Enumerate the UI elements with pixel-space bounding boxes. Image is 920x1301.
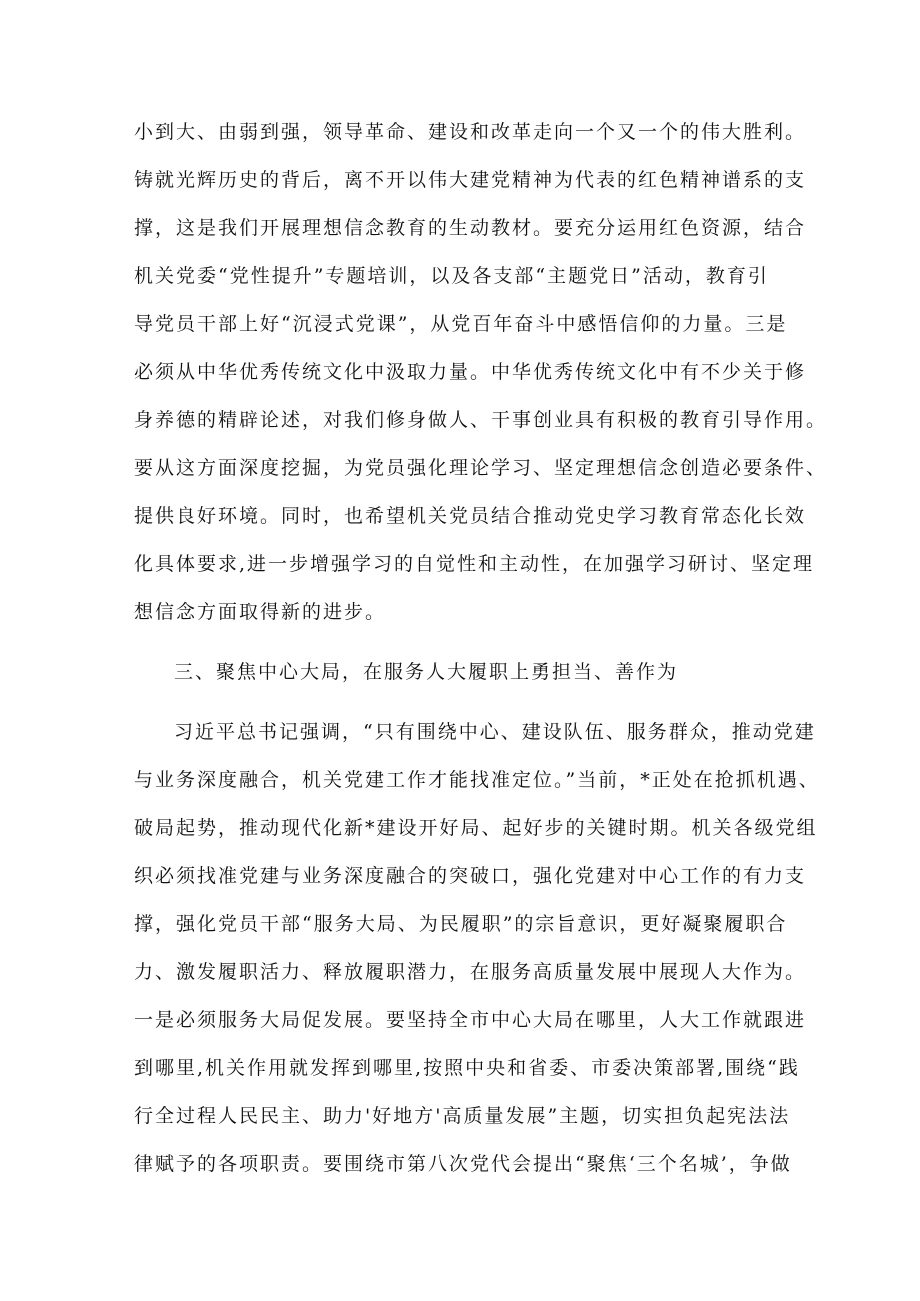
paragraph-line: 撑，这是我们开展理想信念教育的生动教材。要充分运用红色资源，结合: [134, 217, 807, 239]
paragraph-line: 提供良好环境。同时，也希望机关党员结合推动党史学习教育常态化长效: [134, 505, 807, 527]
paragraph-line: 律赋予的各项职责。要围绕市第八次党代会提出“聚焦‘三个名城’，争做: [134, 1153, 792, 1175]
paragraph-line: 导党员干部上好“沉浸式党课”，从党百年奋斗中感悟信仰的力量。三是: [134, 313, 788, 335]
paragraph-line: 到哪里,机关作用就发挥到哪里,按照中央和省委、市委决策部署,围绕“践: [134, 1057, 800, 1079]
paragraph-line: 织必须找准党建与业务深度融合的突破口，强化党建对中心工作的有力支: [134, 865, 807, 887]
paragraph-line: 一是必须服务大局促发展。要坚持全市中心大局在哪里，人大工作就跟进: [134, 1009, 807, 1031]
paragraph-gap: [134, 696, 814, 708]
paragraph-line: 习近平总书记强调，“只有围绕中心、建设队伍、服务群众，推动党建: [174, 721, 816, 743]
paragraph-gap: [134, 636, 814, 648]
paragraph-line: 必须从中华优秀传统文化中汲取力量。中华优秀传统文化中有不少关于修: [134, 361, 807, 383]
section-heading: 三、聚焦中心大局，在服务人大履职上勇担当、善作为: [174, 661, 679, 683]
paragraph-line: 身养德的精辟论述，对我们修身做人、干事创业具有积极的教育引导作用。: [134, 409, 828, 431]
document-body: [134, 108, 828, 1188]
paragraph-line: 想信念方面取得新的进步。: [134, 601, 387, 623]
paragraph-line: 化具体要求,进一步增强学习的自觉性和主动性，在加强学习研讨、坚定理: [134, 553, 815, 575]
paragraph-line: 与业务深度融合，机关党建工作才能找准定位。”当前，*正处在抢抓机遇、: [134, 769, 820, 791]
paragraph-line: 力、激发履职活力、释放履职潜力，在服务高质量发展中展现人大作为。: [134, 961, 807, 983]
paragraph-line: 破局起势，推动现代化新*建设开好局、起好步的关键时期。机关各级党组: [134, 817, 818, 839]
paragraph-line: 机关党委“党性提升”专题培训，以及各支部“主题党日”活动，教育引: [134, 265, 769, 287]
paragraph-line: 撑，强化党员干部“服务大局、为民履职”的宗旨意识，更好凝聚履职合: [134, 913, 788, 935]
paragraph-line: 要从这方面深度挖掘，为党员强化理论学习、坚定理想信念创造必要条件、: [134, 457, 828, 479]
paragraph-line: 行全过程人民民主、助力'好地方'高质量发展”主题，切实担负起宪法法: [134, 1105, 791, 1127]
paragraph-line: 小到大、由弱到强，领导革命、建设和改革走向一个又一个的伟大胜利。: [134, 121, 807, 143]
paragraph-line: 铸就光辉历史的背后，离不开以伟大建党精神为代表的红色精神谱系的支: [134, 169, 807, 191]
